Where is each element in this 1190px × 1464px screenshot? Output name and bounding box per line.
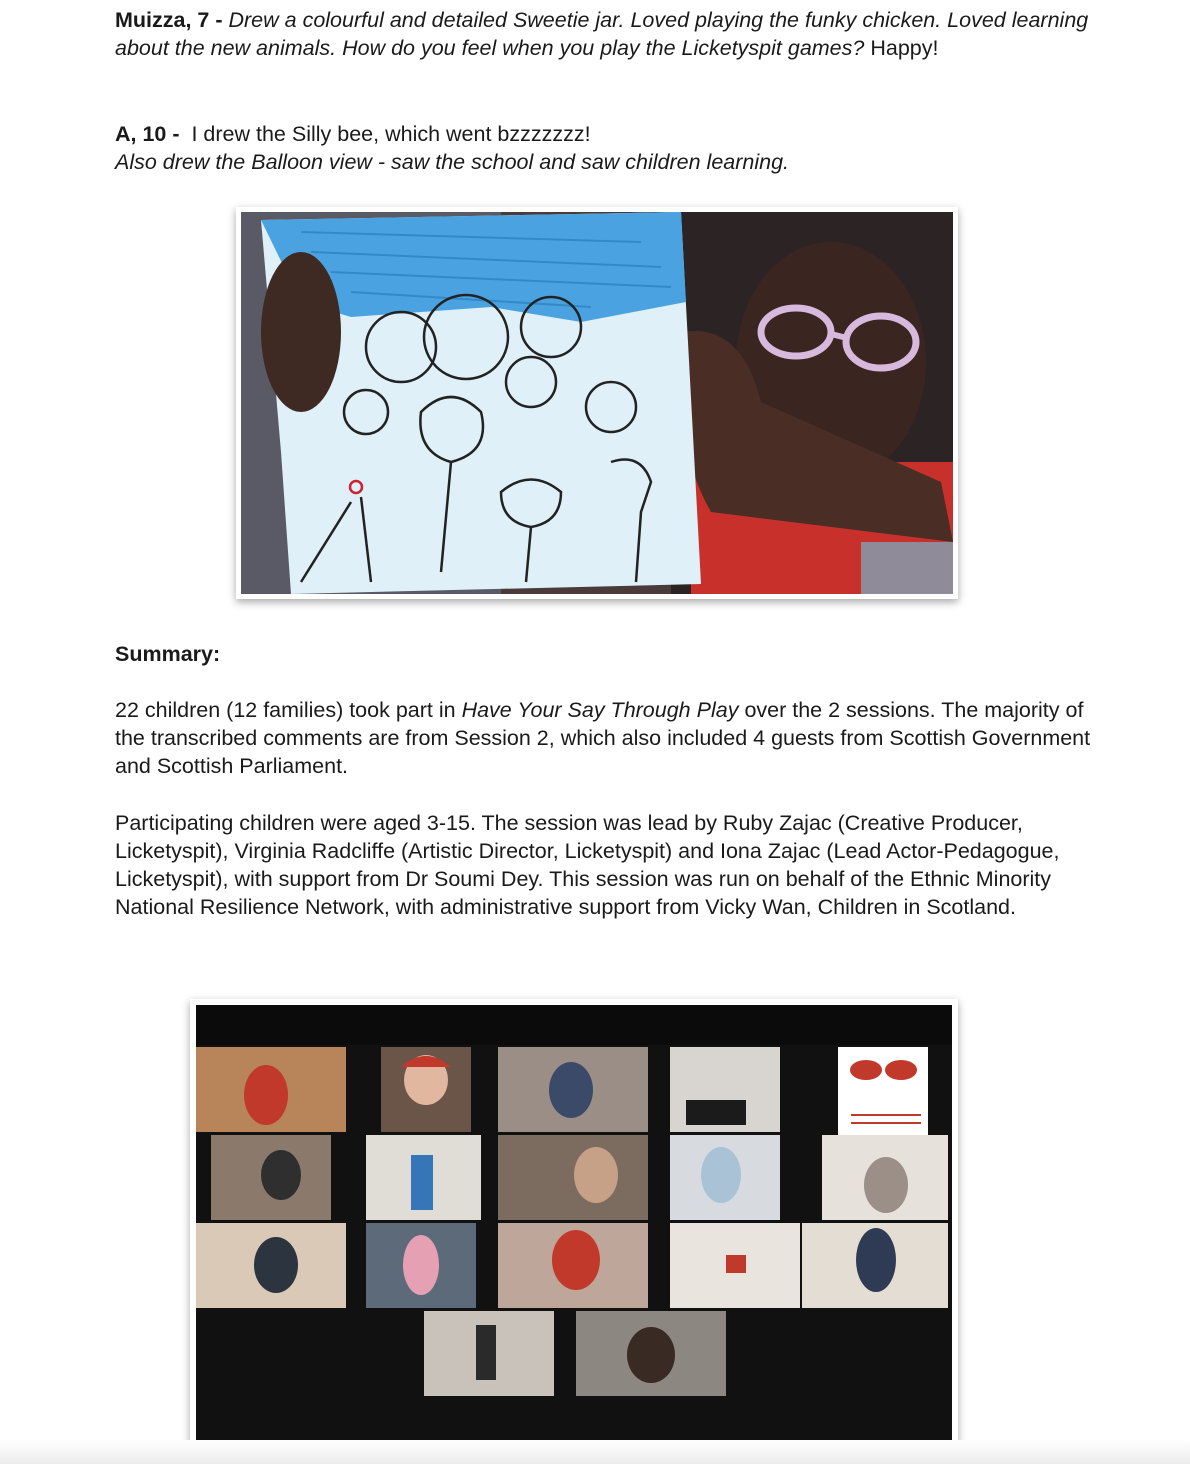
child-drawing-photo: [236, 207, 958, 599]
entry-comment: I drew the Silly bee, which went bzzzzzzz!: [191, 122, 591, 146]
entry-comment: Drew a colourful and detailed Sweetie jar. Loved playing the funky chicken. Loved learning about the new animals. How do you feel when you play the Licketyspit games?: [115, 8, 1089, 60]
entry-name: A, 10 -: [115, 122, 180, 146]
summary-heading: Summary:: [115, 642, 221, 666]
summary-paragraph-2: Participating children were aged 3-15. The session was lead by Ruby Zajac (Creative Producer, Licketyspit), Virginia Radcliffe (Artistic Director, Licketyspit) and Iona Zajac (Lead Actor-Pedagogue, Licketyspit), with support from Dr Soumi Dey. This session was run on behalf of the Ethnic Minority National Resilience Network, with administrative support from Vicky Wan, Children in Scotland.: [115, 811, 1060, 919]
video-call-grid-photo: [190, 999, 958, 1449]
entry-name: Muizza, 7 -: [115, 8, 223, 32]
summary-paragraph-1: [115, 696, 1095, 780]
entry-answer: Happy!: [870, 36, 939, 60]
entry-muizza: [115, 6, 1095, 62]
programme-name: Have Your Say Through Play: [461, 698, 739, 722]
entry-comment-italic: Also drew the Balloon view - saw the school and saw children learning.: [115, 150, 790, 174]
page-bottom-edge: [0, 1440, 1190, 1464]
summary-text: over the 2 sessions. The majority of the transcribed comments are from Session 2, which also included 4 guests from Scottish Government and Scottish Parliament.: [115, 698, 1091, 778]
entry-a: [115, 120, 1095, 176]
summary-text: 22 children (12 families) took part in: [115, 698, 456, 722]
